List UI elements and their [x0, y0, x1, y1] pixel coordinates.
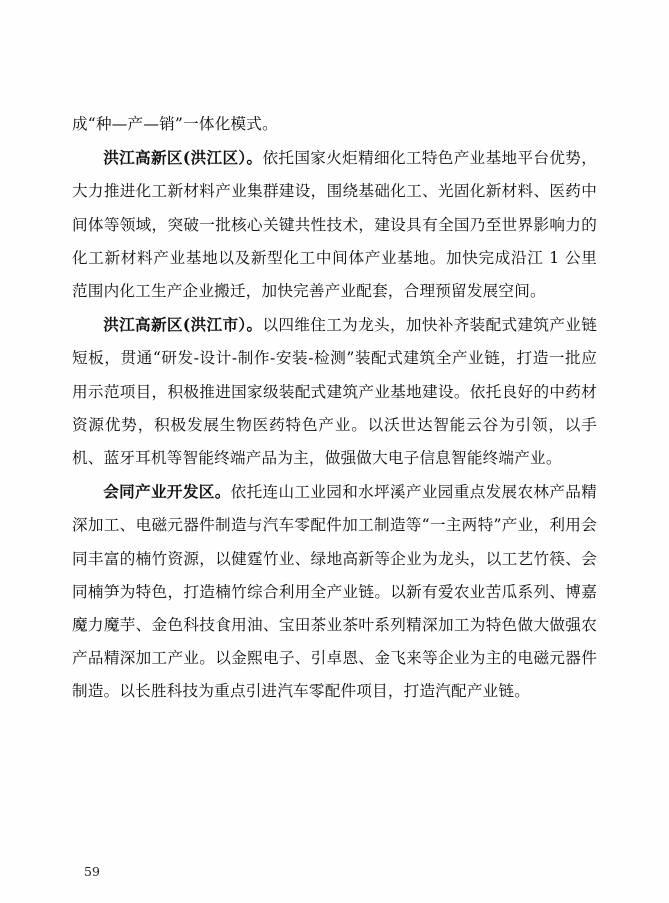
paragraph-3: [72, 308, 597, 475]
paragraph-3-lead: 洪江高新区(洪江市）。: [103, 315, 263, 335]
paragraph-1: [72, 108, 597, 141]
page-body: [72, 108, 597, 709]
page-number: 59: [84, 864, 100, 879]
paragraph-4: [72, 475, 597, 708]
paragraph-4-text: 依托连山工业园和水坪溪产业园重点发展农林产品精深加工、电磁元器件制造与汽车零配件加工制造等“一主两特”产业，利用会同丰富的楠竹资源，以健霆竹业、绿地高新等企业为龙头，以工艺竹筷、会同楠笋为特色，打造楠竹综合利用全产业链。以新有爱农业苦瓜系列、博嘉魔力魔芋、金色科技食用油、宝田茶业茶叶系列精深加工为特色做大做强农产品精深加工产业。以金熙电子、引卓恩、金飞来等企业为主的电磁元器件制造。以长胜科技为重点引进汽车零配件项目，打造汽配产业链。: [72, 483, 597, 701]
paragraph-4-lead: 会同产业开发区。: [103, 482, 231, 502]
paragraph-2: [72, 141, 597, 308]
paragraph-2-text: 依托国家火炬精细化工特色产业基地平台优势，大力推进化工新材料产业集群建设，围绕基础化工、光固化新材料、医药中间体等领域，突破一批核心关键共性技术，建设具有全国乃至世界影响力的化工新材料产业基地以及新型化工中间体产业基地。加快完成沿江 1 公里范围内化工生产企业搬迁，加快完善产业配套，合理预留发展空间。: [72, 149, 598, 301]
paragraph-2-lead: 洪江高新区(洪江区）。: [103, 148, 263, 168]
paragraph-3-text: 以四维住工为龙头，加快补齐装配式建筑产业链短板，贯通“研发-设计-制作-安装-检测”装配式建筑全产业链，打造一批应用示范项目，积极推进国家级装配式建筑产业基地建设。依托良好的中药材资源优势，积极发展生物医药特色产业。以沃世达智能云谷为引领，以手机、蓝牙耳机等智能终端产品为主，做强做大电子信息智能终端产业。: [72, 316, 598, 468]
paragraph-1-text: 成“种—产—销”一体化模式。: [72, 115, 278, 133]
